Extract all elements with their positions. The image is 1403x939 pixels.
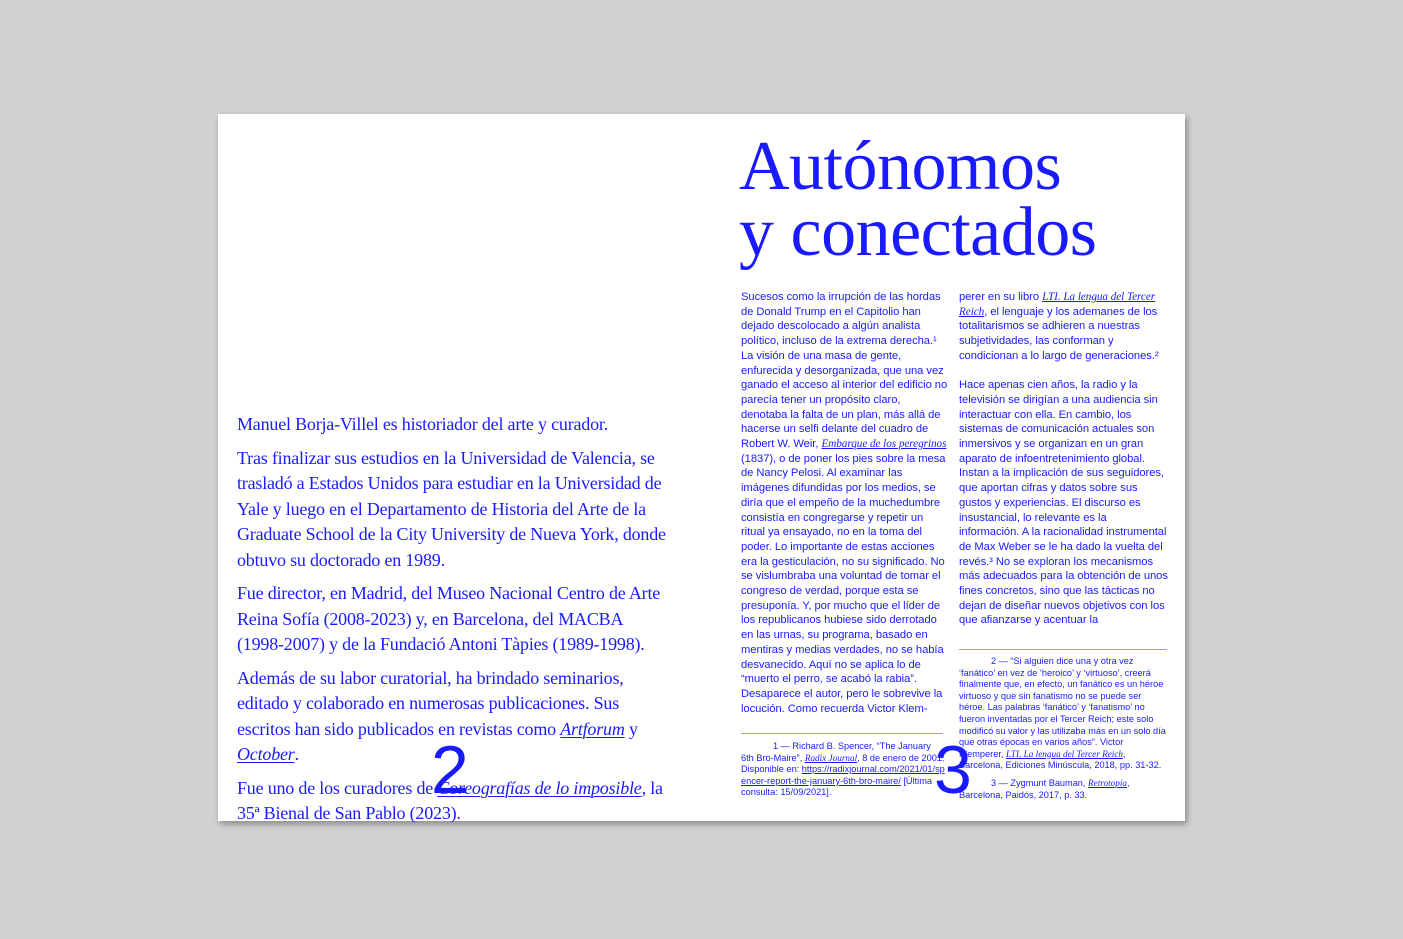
col2-part-a: perer en su libro [959,291,1043,303]
lti-book-title: LTI. La lengua del Tercer Reich [959,291,1156,318]
fn2-part-b: , Barcelona, Ediciones Minúscula, 2018, pp. 31-32. [959,748,1162,771]
title-line-2: y conectados [739,194,1097,271]
fn3-part-a: 3 — Zygmunt Bauman, [991,777,1089,788]
column-1-text [741,290,949,716]
bio-paragraph-2: Tras finalizar sus estudios en la Universidad de Valencia, se trasladó a Estados Unidos para estudiar en la Universidad de Yale y luego en el Departamento de Historia del Arte de la Graduate School de la City University de Nueva York, donde obtuvo su doctorado en 1989. [237,447,666,570]
bienal-title: Coreografías de lo imposible [437,777,642,798]
page-number-right: 3 [934,732,972,808]
footnote-1 [741,741,946,805]
bio-p4-conj: y [624,718,638,739]
col1-part-a: Sucesos como la irrupción de las hordas de Donald Trump en el Capitolio han dejado descolocado a algún analista político, incluso de la extrema derecha.¹ La visión de una masa de gente, enfurecida y desorganizada, que una vez ganado el acceso al interior del edificio no parecía tener un propósito claro, denotaba la falta de un plan, más allá de hacerse un selfi delante del cuadro de Robert W. Weir, [741,291,948,451]
column-2-paragraph-2: Hace apenas cien años, la radio y la televisión se dirigían a una audiencia sin interactuar con ella. En cambio, los sistemas de comunicación actuales son inmersivos y se organizan en un gran aparato de infoentretenimiento global. Instan a la implicación de sus seguidores, que aportan cifras y datos sobre sus gustos y experiencias. El discurso es insustancial, lo relevante es la información. A la racionalidad instrumental de Max Weber se le ha dado la vuelta del revés.³ No se exploran los mecanismos más adecuados para la obtención de unos fines concretos, sino que las tácticas no dejan de diseñar nuevos objetivos con los que afianzarse y acentuar la [959,379,1168,627]
painting-title: Embarque de los peregrinos [821,438,947,451]
bio-p5-end: , la 35ª Bienal de San Pablo (2023). [237,777,663,823]
body-column-2 [959,290,1170,643]
october-title: October [237,744,295,764]
title-line-1: Autónomos [739,128,1062,205]
fn2-part-a: 2 — “Si alguien dice una y otra vez ‘fanático’ en vez de ‘heroico’ y ‘virtuoso’, creerá finalmente que, en efecto, un fanático es un héroe virtuoso y que sin fanatismo no se puede ser héroe. Las palabras ‘fanático’ y ‘fanatismo’ no fueron inventadas por el Tercer Reich; este solo modificó su valor y las utilizaba más en un solo día que otras épocas en varios años”. Victor Klemperer, [959,656,1166,759]
fn2-book-title: LTI. La lengua del Tercer Reich [1005,748,1124,759]
col1-part-b: (1837), o de poner los pies sobre la mesa de Nancy Pelosi. Al examinar las imágenes difundidas por los medios, se diría que el empeño de la muchedumbre consistía en congregarse y repetir un ritual ya ensayado, no en la toma del poder. Lo importante de estas acciones era la gesticulación, no su significado. No se vislumbraba una voluntad de tomar el congreso de verdad, porque esta se presuponía. Y, por mucho que el líder de los republicanos hubiese sido derrotado en las urnas, su programa, basado en mentiras y medias verdades, no se había desvanecido. Aquí no se aplica lo de “muerto el perro, se acabó la rabia”. Desaparece el autor, pero le sobrevive la locución. Como recuerda Victor Klem- [741,452,946,715]
bio-paragraph-1: Manuel Borja-Villel es historiador del arte y curador. [237,414,608,434]
bio-p4-text: Además de su labor curatorial, ha brindado seminarios, editado y colaborado en numerosas publicaciones. Sus escritos han sido publicados en revistas como [237,667,624,739]
column-2-paragraph-1 [959,290,1170,364]
footnote-2-text [959,656,1169,772]
footnote-divider-2 [959,649,1167,650]
fn1-part-a: 1 — Richard B. Spencer, “The January 6th Bro-Maire”, [741,741,931,763]
fn1-part-b: , 8 de enero de 2001. Disponible en: [741,752,945,775]
footnote-1-link[interactable]: https://radixjournal.com/2021/01/spencer-report-the-january-6th-bro-maire/ [741,764,945,786]
bio-p5-text: Fue uno de los curadores de [237,777,438,798]
artforum-title: Artforum [560,718,625,739]
footnotes-2-3 [959,656,1169,807]
retrotopia-title: Retrotopía [1088,777,1127,788]
radix-journal-title: Radix Journal [804,752,858,763]
chapter-title [739,128,1169,271]
fn1-part-c: [Última consulta: 15/09/2021]. [741,775,932,798]
book-spread [218,114,1185,821]
page-number-left: 2 [431,732,469,808]
body-column-1 [741,290,949,731]
footnote-1-text [741,741,946,799]
footnote-divider-1 [741,733,943,734]
bio-paragraph-3: Fue director, en Madrid, del Museo Nacional Centro de Arte Reina Sofía (2008-2023) y, en Barcelona, del MACBA (1998-2007) y de la Fundació Antoni Tàpies (1989-1998). [237,583,661,654]
fn3-part-b: , Barcelona, Paidós, 2017, p. 33. [959,777,1130,800]
bio-p4-end: . [294,744,299,764]
footnote-3-text [959,778,1169,801]
col2-part-b: , el lenguaje y los ademanes de los totalitarismos se adhieren a nuestras subjetividades, las conforman y condicionan a lo largo de generaciones.² [959,305,1159,362]
